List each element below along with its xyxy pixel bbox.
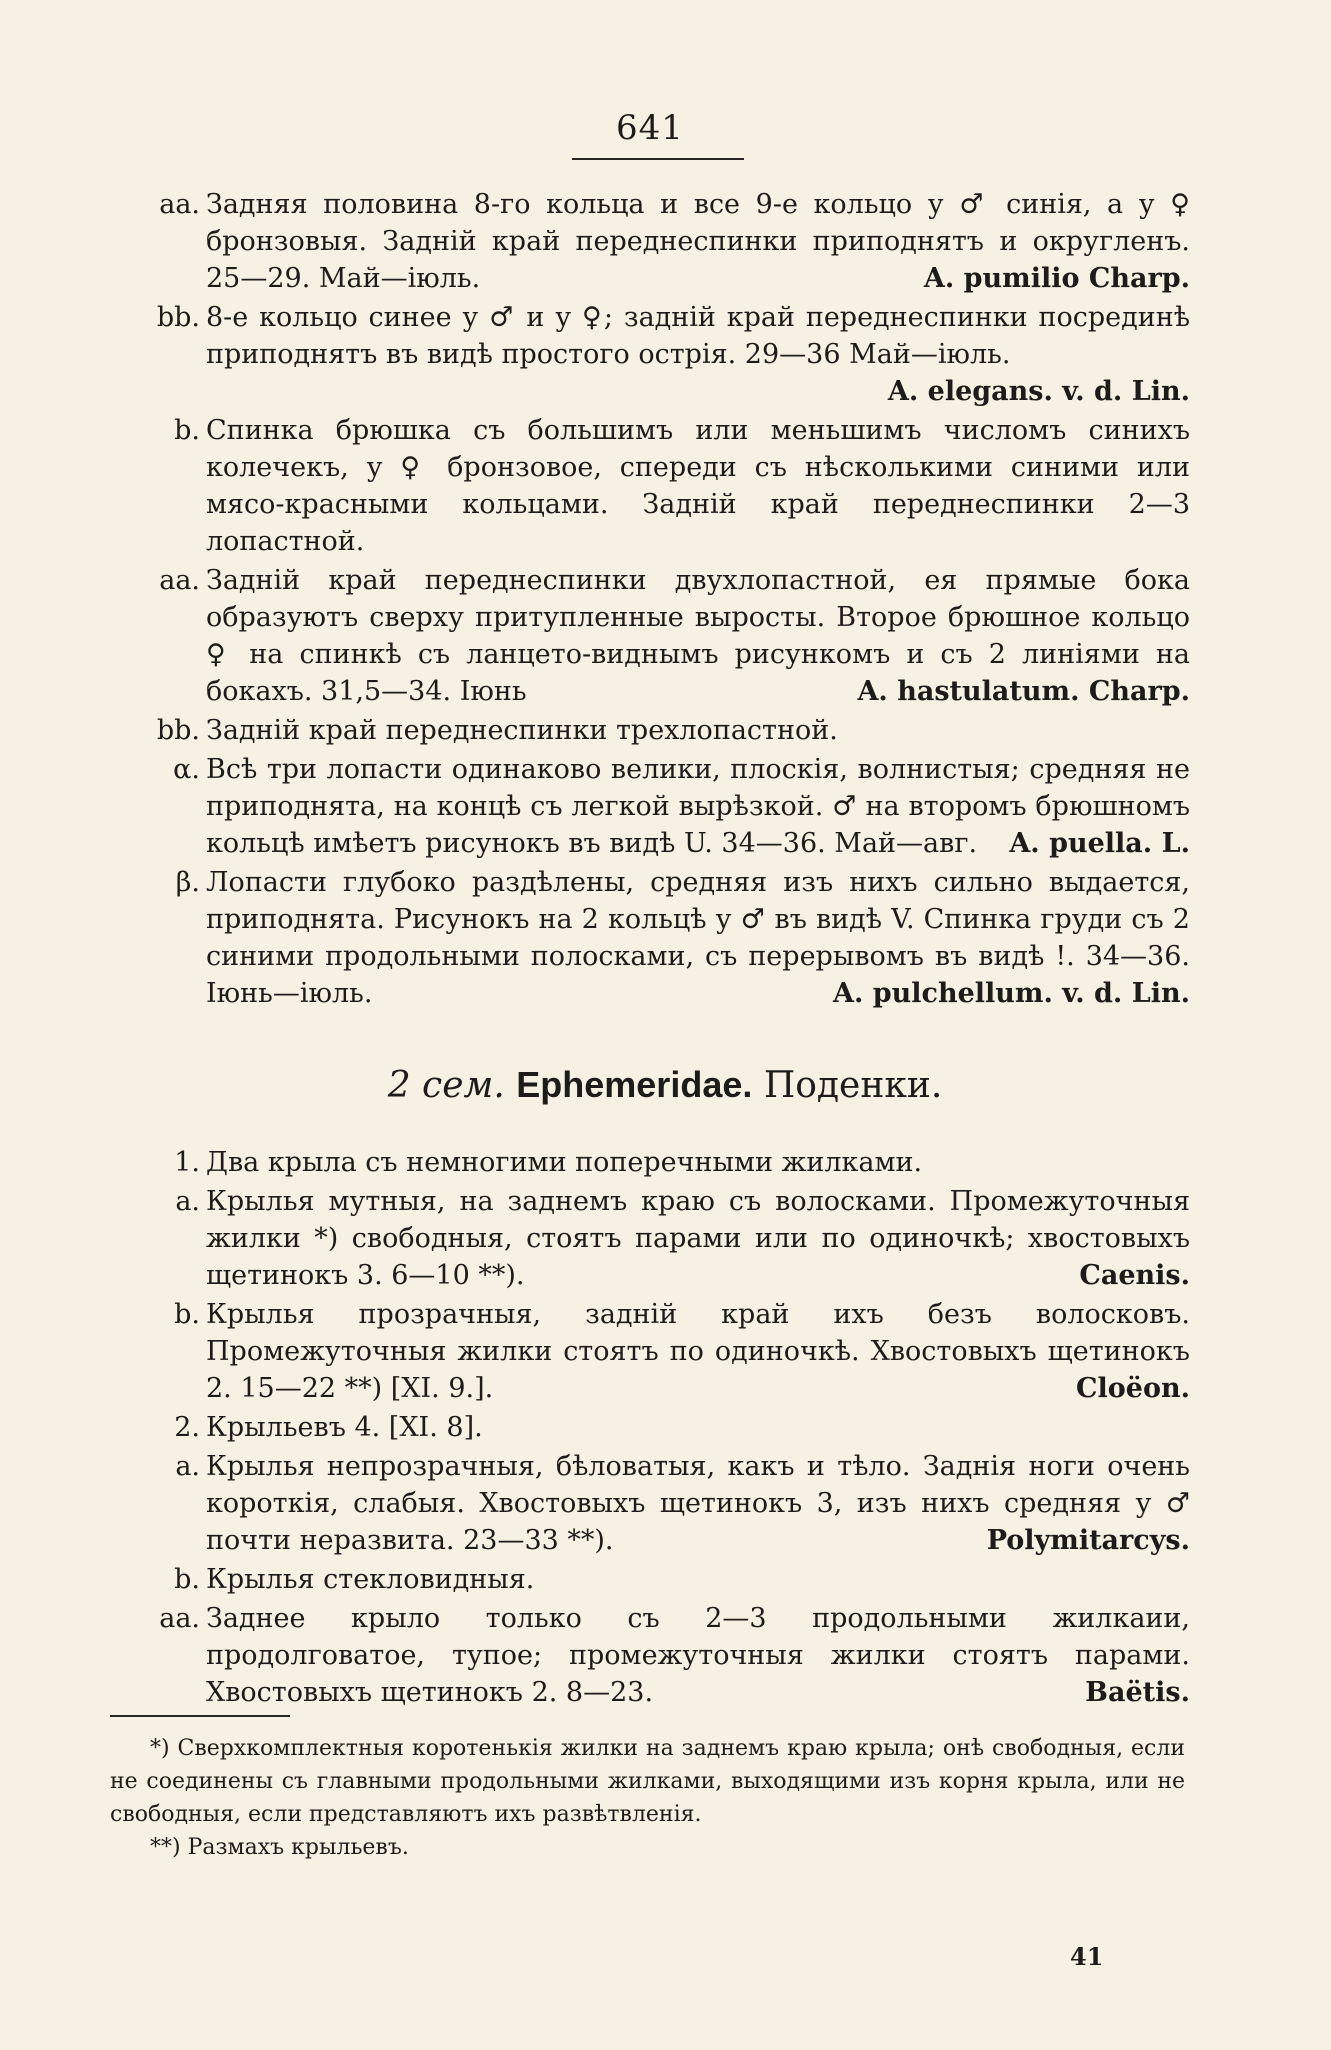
entry-mark: a. — [175, 1451, 200, 1482]
ephemeridae-key-list — [140, 1144, 1190, 1711]
entry-mark: 1. — [174, 1147, 200, 1178]
species-name: Caenis. — [1079, 1260, 1190, 1291]
footnote: **) Размахъ крыльевъ. — [150, 1835, 409, 1860]
entry-text: Крылья стекловидныя. — [206, 1564, 535, 1595]
main-text — [140, 186, 1190, 1713]
key-entry — [140, 1448, 1190, 1559]
species-name: A. hastulatum. Charp. — [857, 676, 1190, 707]
entry-text: Задняя половина 8-го кольца и все 9-е кольцо у ♂ синія, а у ♀ бронзовыя. Заднiй край переднеспинки приподнятъ и округленъ. 25—29. Май—іюль. — [206, 189, 1190, 294]
entry-text: Заднее крыло только съ 2—3 продольными жилкаии, продолговатое, тупое; промежуточныя жилки стоятъ парами. Хвостовыхъ щетинокъ 2. 8—23. — [206, 1603, 1190, 1708]
entry-text: Заднiй край переднеспинки трехлопастной. — [206, 715, 838, 746]
family-heading — [140, 1064, 1190, 1106]
entry-mark: aa. — [159, 1603, 200, 1634]
key-entry — [140, 186, 1190, 297]
entry-mark: aa. — [159, 189, 200, 220]
species-name: A. pumilio Charp. — [923, 263, 1190, 294]
entry-text: Спинка брюшка съ большимъ или меньшимъ числомъ синихъ колечекъ, у ♀ бронзовое, спереди съ нѣсколькими синими или мясо-красными кольцами. Заднiй край переднеспинки 2—3 лопастной. — [206, 415, 1190, 557]
species-name: A. puella. L. — [1009, 828, 1190, 859]
species-name: Baëtis. — [1085, 1677, 1190, 1708]
key-entry — [140, 1600, 1190, 1711]
family-latin-name: Ephemeridae. — [516, 1064, 753, 1105]
entry-mark: aa. — [159, 565, 200, 596]
entry-mark: 2. — [174, 1412, 200, 1443]
entry-text: Крыльевъ 4. [XI. 8]. — [206, 1412, 483, 1443]
entry-text: Крылья мутныя, на заднемъ краю съ волосками. Промежуточныя жилки *) свободныя, стоятъ парами или по одиночкѣ; хвостовыхъ щетинокъ 3. 6—10 **). — [206, 1186, 1190, 1291]
entry-text: Заднiй край переднеспинки двухлопастной, ея прямые бока образуютъ сверху притупленные выросты. Второе брюшное кольцо ♀ на спинкѣ съ ланцето-виднымъ рисункомъ и съ 2 линіями на бокахъ. 31,5—34. Іюнь — [206, 565, 1190, 707]
key-entry — [140, 562, 1190, 710]
entry-text: Лопасти глубоко раздѣлены, средняя изъ нихъ сильно выдается, приподнята. Рисунокъ на 2 кольцѣ у ♂ въ видѣ V. Спинка груди съ 2 синими продольными полосками, съ перерывомъ въ видѣ !. 34—36. Іюнь—іюль. — [206, 867, 1190, 1009]
footnote-rule — [110, 1715, 290, 1717]
key-entry — [140, 1296, 1190, 1407]
entry-mark: b. — [174, 1564, 200, 1595]
entry-mark: b. — [174, 415, 200, 446]
entry-mark: α. — [173, 754, 200, 785]
species-name: Cloëon. — [1076, 1373, 1190, 1404]
key-entry — [140, 1183, 1190, 1294]
entry-text: Всѣ три лопасти одинаково велики, плоскія, волнистыя; средняя не приподнята, на концѣ съ легкой вырѣзкой. ♂ на второмъ брюшномъ кольцѣ имѣетъ рисунокъ въ видѣ U. 34—36. Май—авг. — [206, 754, 1190, 859]
entry-text: Крылья непрозрачныя, бѣловатыя, какъ и тѣло. Заднія ноги очень короткія, слабыя. Хвостовыхъ щетинокъ 3, изъ нихъ средняя у ♂ почти неразвита. 23—33 **). — [206, 1451, 1190, 1556]
entry-mark: b. — [174, 1299, 200, 1330]
footnotes — [110, 1732, 1185, 1864]
key-entry — [140, 1409, 1190, 1446]
species-name: Polymitarcys. — [986, 1525, 1190, 1556]
species-name: A. pulchellum. v. d. Lin. — [833, 978, 1190, 1009]
key-entry — [140, 299, 1190, 410]
key-entry — [140, 864, 1190, 1012]
entry-text: Крылья прозрачныя, заднiй край ихъ безъ волосковъ. Промежуточныя жилки стоятъ по одиночкѣ. Хвостовыхъ щетинокъ 2. 15—22 **) [XI. 9.]. — [206, 1299, 1190, 1404]
entry-mark: bb. — [156, 715, 200, 746]
agrion-key-list — [140, 186, 1190, 1012]
page-number: 641 — [616, 108, 684, 148]
entry-mark: a. — [175, 1186, 200, 1217]
family-number: 2 сем. — [387, 1065, 505, 1106]
entry-text: 8-е кольцо синее у ♂ и у ♀; заднiй край переднеспинки посрединѣ приподнятъ въ видѣ простого острія. 29—36 Май—іюль. — [206, 302, 1190, 370]
family-russian-name: Поденки. — [763, 1065, 943, 1106]
entry-mark: β. — [175, 867, 200, 898]
signature-mark: 41 — [1070, 1942, 1104, 1971]
key-entry — [140, 412, 1190, 560]
key-entry — [140, 1144, 1190, 1181]
entry-mark: bb. — [156, 302, 200, 333]
key-entry — [140, 751, 1190, 862]
key-entry — [140, 712, 1190, 749]
footnote: *) Сверхкомплектныя коротенькія жилки на заднемъ краю крыла; онѣ свободныя, если не соединены съ главными продольными жилками, выходящими изъ корня крыла, или не свободныя, если представляютъ ихъ развѣтвленія. — [110, 1736, 1185, 1827]
page-number-rule — [572, 158, 744, 160]
key-entry — [140, 1561, 1190, 1598]
entry-text: Два крыла съ немногими поперечными жилками. — [206, 1147, 923, 1178]
species-name: A. elegans. v. d. Lin. — [887, 376, 1190, 407]
